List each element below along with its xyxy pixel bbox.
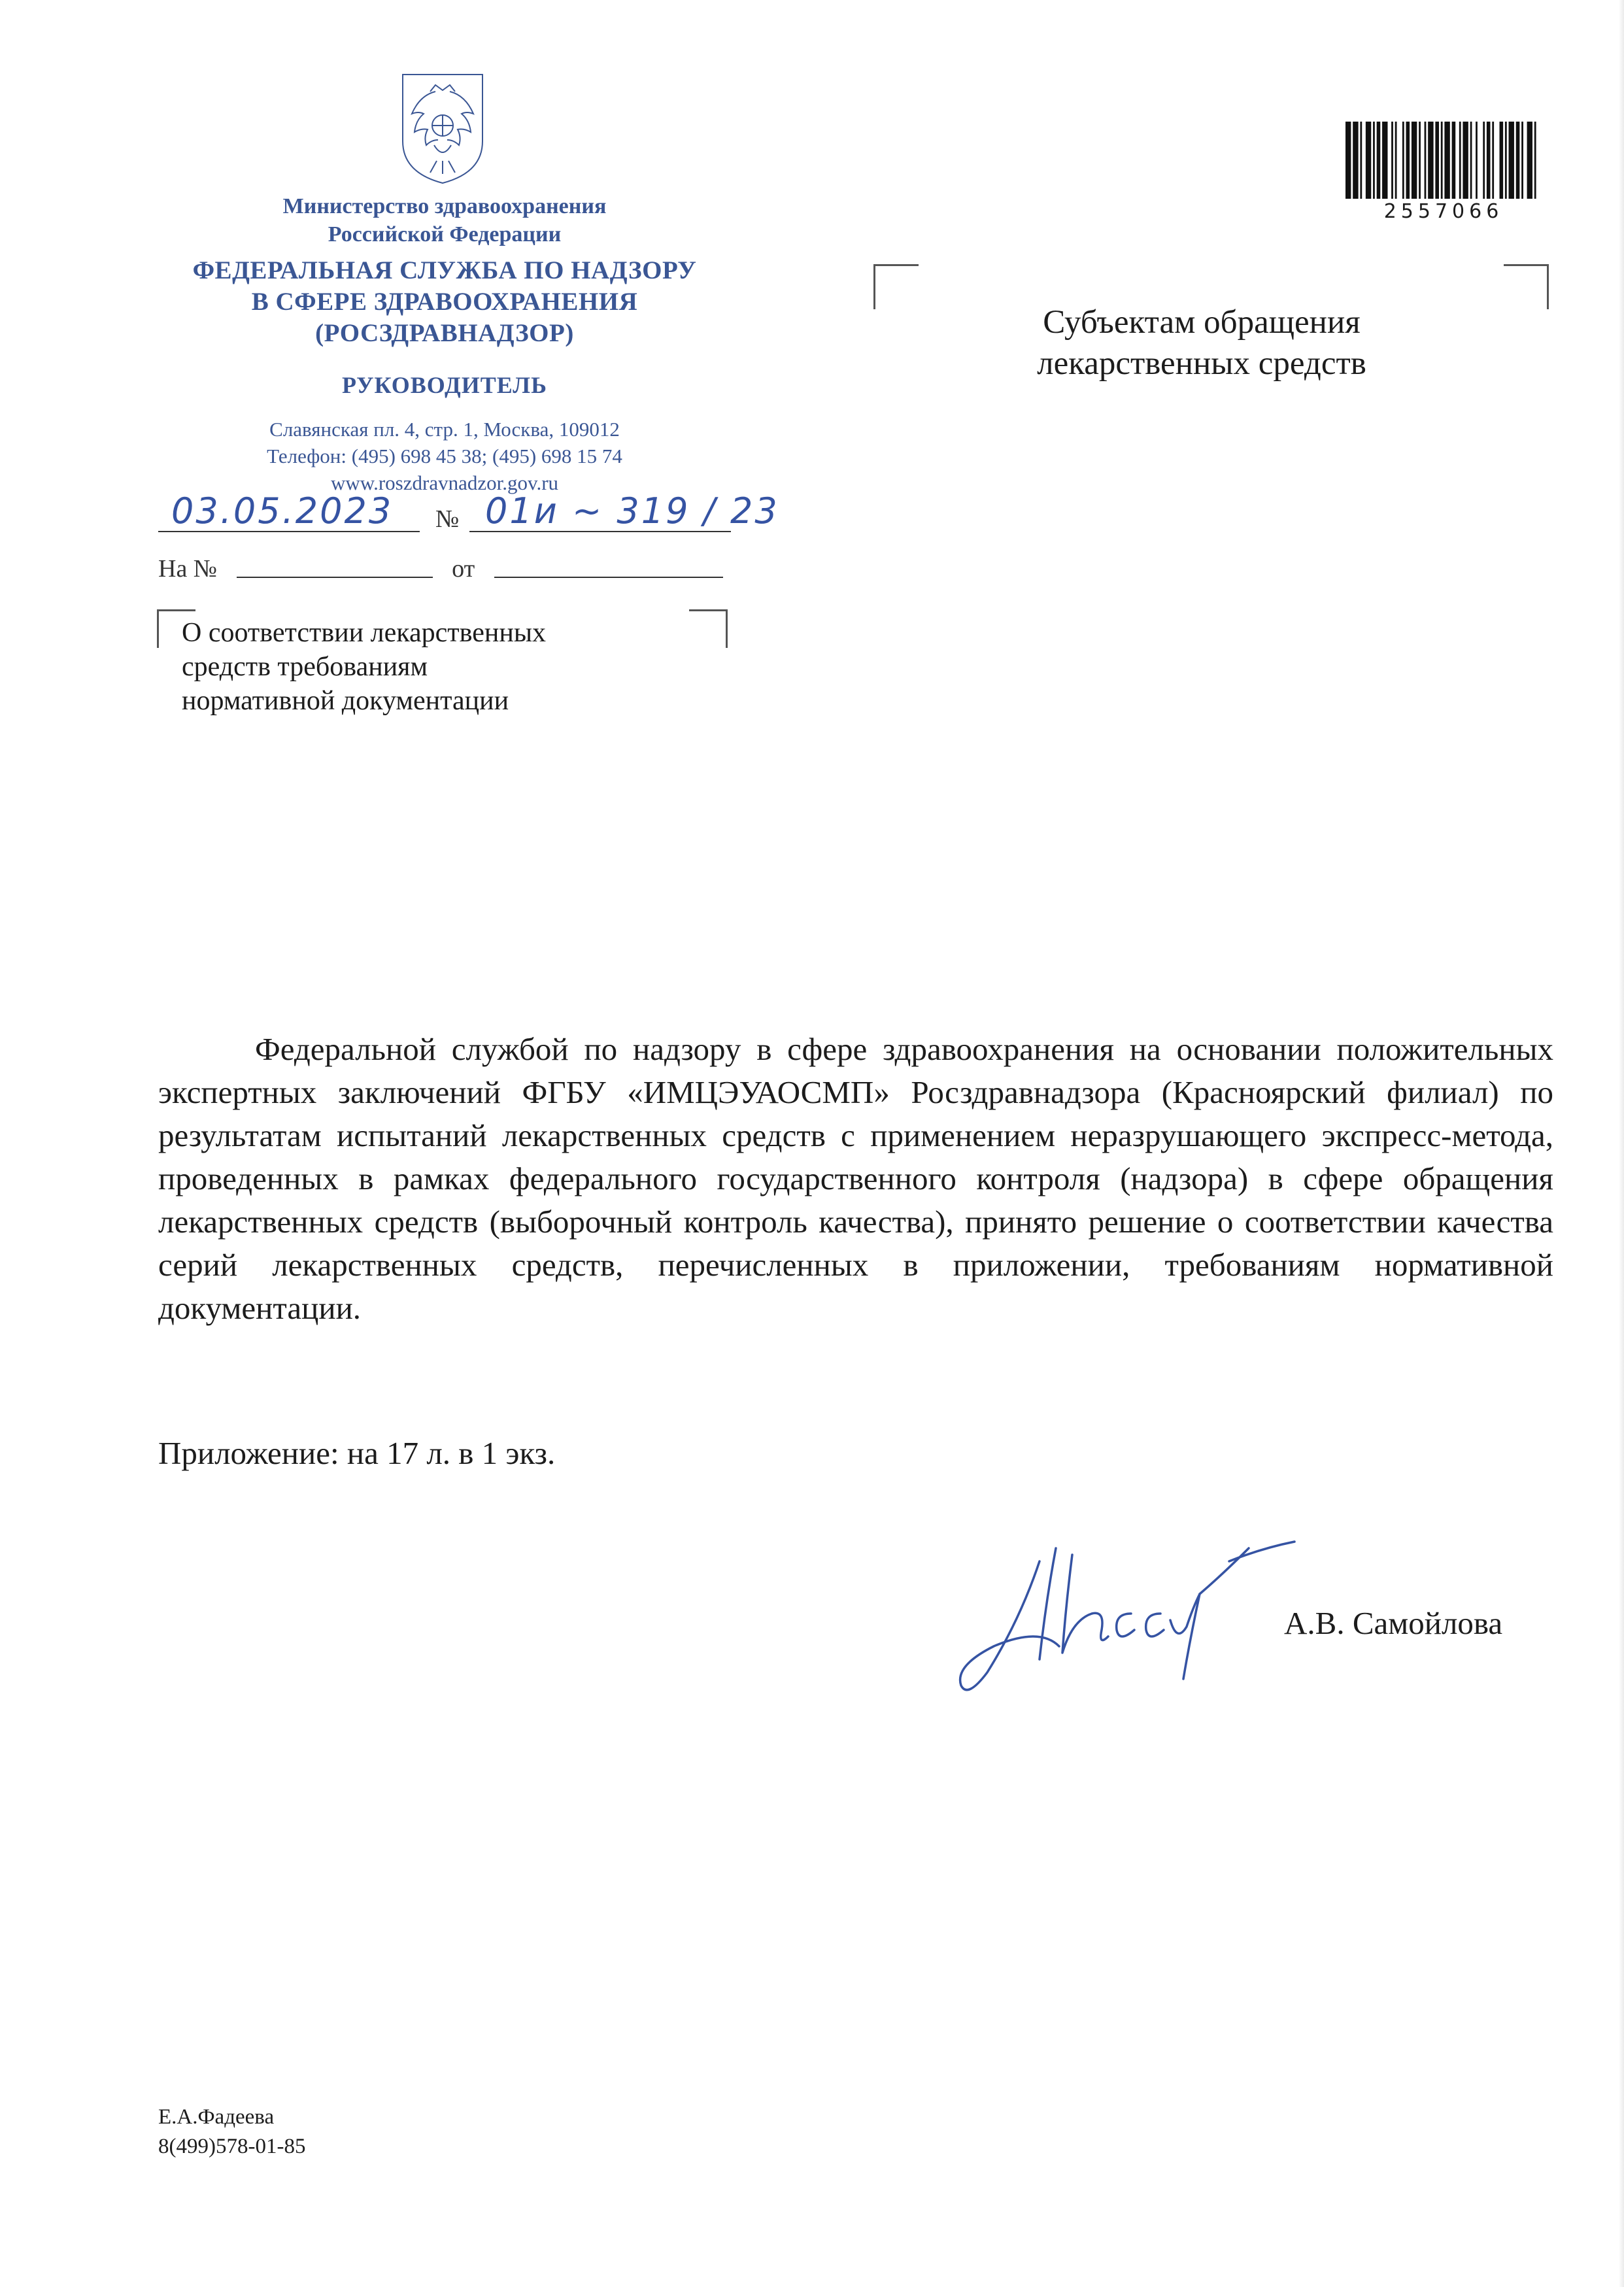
executor-name: Е.А.Фадеева	[158, 2105, 275, 2129]
barcode-bar	[1470, 122, 1472, 199]
barcode-bar	[1492, 122, 1494, 199]
subject-line-3: нормативной документации	[182, 686, 509, 716]
barcode-bar	[1463, 122, 1468, 199]
subject-line-2: средств требованиям	[182, 652, 428, 682]
letter-subject	[182, 616, 546, 718]
barcode-bar	[1366, 122, 1371, 199]
barcode-number: 2557066	[1383, 200, 1504, 223]
barcode-bar	[1377, 122, 1381, 199]
number-sign: №	[435, 505, 460, 533]
letter-body: Федеральной службой по надзору в сфере здравоохранения на основании положительных экспертных заключений ФГБУ «ИМЦЭУАОСМП» Росздравнадзора (Красноярский филиал) по результатам испытаний лекарственных средств с применением неразрушающего экспресс-метода, проведенных в рамках федерального государственного контроля (надзора) в сфере обращения лекарственных средств (выборочный контроль качества), принято решение о соответствии качества серий лекарственных средств, перечисленных в приложении, требованиям нормативной документации.	[158, 1031, 1553, 1326]
barcode-bar	[1505, 122, 1507, 199]
barcode-bar	[1441, 122, 1443, 199]
barcode-bar	[1534, 122, 1536, 199]
addressee-line-2: лекарственных средств	[1037, 345, 1366, 382]
executor-block	[158, 2103, 305, 2161]
barcode-bar	[1402, 122, 1404, 199]
barcode-bar	[1516, 122, 1520, 199]
barcode-bar	[1428, 122, 1433, 199]
barcode-bar	[1527, 122, 1532, 199]
barcode-bar	[1382, 122, 1387, 199]
barcode-bar	[1360, 122, 1362, 199]
subject-corner-right	[689, 609, 728, 648]
address-block	[137, 416, 752, 496]
addressee-corner-right	[1504, 264, 1549, 309]
service-line-1: ФЕДЕРАЛЬНАЯ СЛУЖБА ПО НАДЗОРУ	[192, 256, 697, 284]
subject-line-1: О соответствии лекарственных	[182, 618, 547, 648]
barcode-bar	[1373, 122, 1375, 199]
reference-prefix: На №	[158, 555, 218, 583]
head-title: РУКОВОДИТЕЛЬ	[342, 372, 547, 398]
reference-line	[158, 554, 723, 583]
reference-from-label: от	[452, 555, 475, 583]
scan-edge	[1619, 0, 1624, 2287]
barcode-bar	[1509, 122, 1514, 199]
website-line: www.roszdravnadzor.gov.ru	[330, 471, 559, 494]
attachment-note: Приложение: на 17 л. в 1 экз.	[158, 1435, 556, 1471]
service-line-2: В СФЕРЕ ЗДРАВООХРАНЕНИЯ	[251, 288, 638, 316]
barcode-bar	[1452, 122, 1456, 199]
registration-date: 03.05.2023	[171, 490, 394, 532]
service-name	[137, 255, 752, 349]
barcode-bar	[1391, 122, 1393, 199]
addressee-corner-left	[873, 264, 919, 309]
barcode-bar	[1345, 122, 1351, 199]
registration-line	[158, 490, 779, 547]
barcode-bar	[1353, 122, 1358, 199]
signer-name: А.В. Самойлова	[1284, 1605, 1503, 1641]
barcode-bar	[1412, 122, 1417, 199]
barcode-bar	[1406, 122, 1410, 199]
ministry-line-2: Российской Федерации	[328, 222, 562, 246]
service-line-3: (РОСЗДРАВНАДЗОР)	[315, 319, 574, 347]
barcode-bar	[1521, 122, 1523, 199]
barcode-bar	[1476, 122, 1478, 199]
russian-coat-of-arms-icon	[396, 63, 489, 187]
barcode-bar	[1435, 122, 1439, 199]
registration-number: 01и ~ 319 / 23	[485, 490, 779, 532]
barcode-bar	[1395, 122, 1397, 199]
ministry-line-1: Министерство здравоохранения	[282, 194, 607, 218]
addressee	[947, 302, 1457, 384]
executor-phone: 8(499)578-01-85	[158, 2135, 306, 2158]
handwritten-signature	[941, 1522, 1308, 1705]
barcode-bar	[1487, 122, 1491, 199]
phone-line: Телефон: (495) 698 45 38; (495) 698 15 74	[267, 445, 622, 467]
ministry-name	[137, 192, 752, 248]
barcode-bar	[1425, 122, 1427, 199]
barcode-bar	[1444, 122, 1449, 199]
address-line: Славянская пл. 4, стр. 1, Москва, 109012	[269, 418, 620, 441]
barcode-bar	[1483, 122, 1485, 199]
barcode-bar	[1419, 122, 1421, 199]
barcode-bar	[1500, 122, 1504, 199]
barcode-bar	[1459, 122, 1461, 199]
addressee-line-1: Субъектам обращения	[1043, 304, 1361, 341]
barcode	[1345, 122, 1542, 199]
